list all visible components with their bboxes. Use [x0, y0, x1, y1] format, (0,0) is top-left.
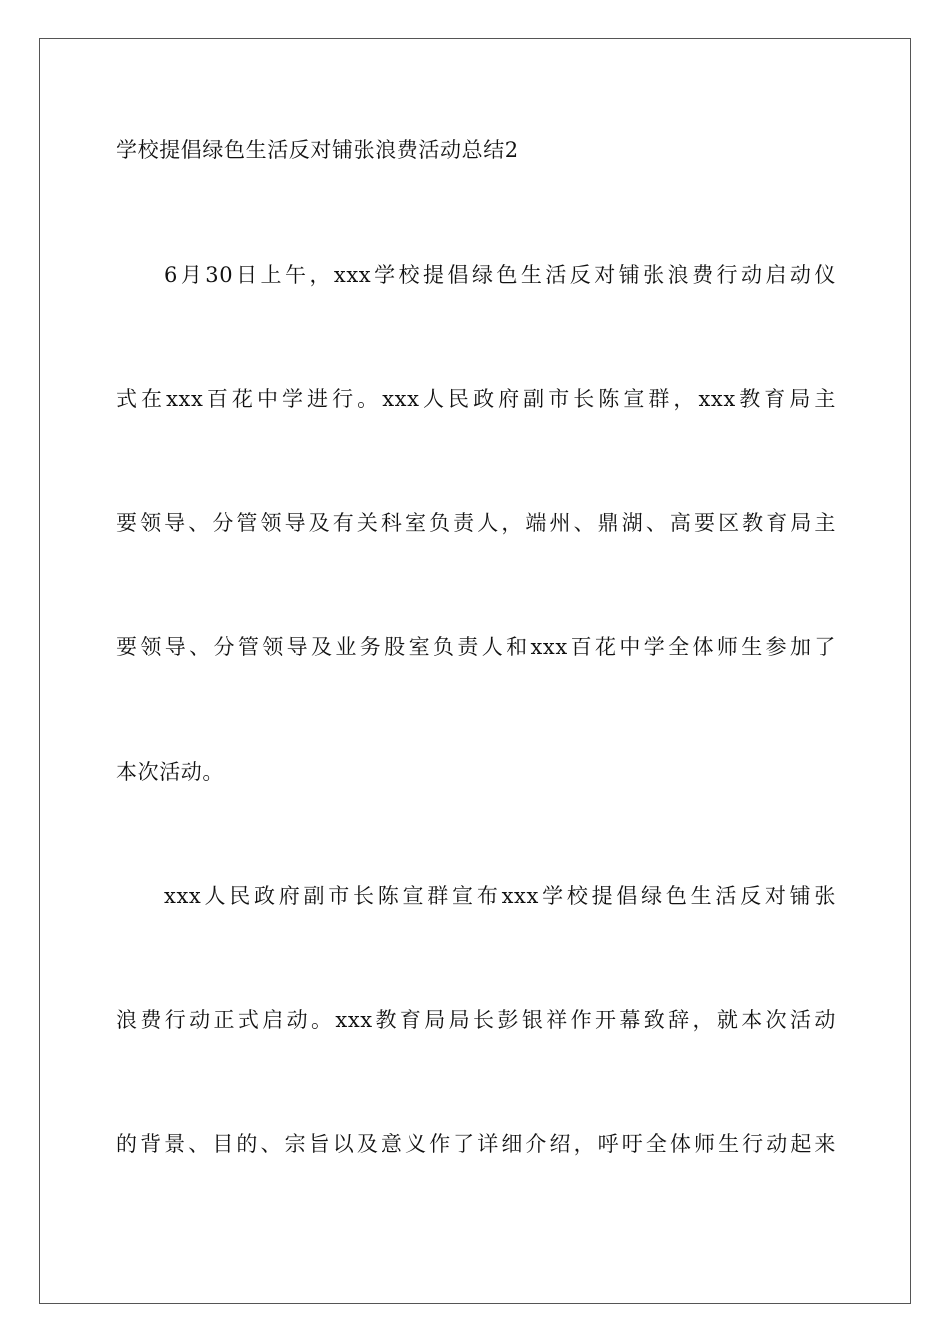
- paragraph-2-line-1: xxx人民政府副市长陈宣群宣布xxx学校提倡绿色生活反对铺张: [164, 884, 836, 908]
- paragraph-1-line-4: 要领导、分管领导及业务股室负责人和xxx百花中学全体师生参加了: [116, 635, 836, 659]
- document-title: 学校提倡绿色生活反对铺张浪费活动总结2: [116, 138, 519, 162]
- paragraph-2-line-2: 浪费行动正式启动。xxx教育局局长彭银祥作开幕致辞，就本次活动: [116, 1008, 836, 1032]
- page-border: [39, 38, 911, 1304]
- paragraph-2-line-3: 的背景、目的、宗旨以及意义作了详细介绍，呼吁全体师生行动起来: [116, 1132, 836, 1156]
- paragraph-1-line-1: 6月30日上午，xxx学校提倡绿色生活反对铺张浪费行动启动仪: [164, 263, 836, 287]
- paragraph-1-line-2: 式在xxx百花中学进行。xxx人民政府副市长陈宣群，xxx教育局主: [116, 387, 836, 411]
- paragraph-1-line-3: 要领导、分管领导及有关科室负责人，端州、鼎湖、高要区教育局主: [116, 511, 836, 535]
- paragraph-1-line-5: 本次活动。: [116, 760, 224, 784]
